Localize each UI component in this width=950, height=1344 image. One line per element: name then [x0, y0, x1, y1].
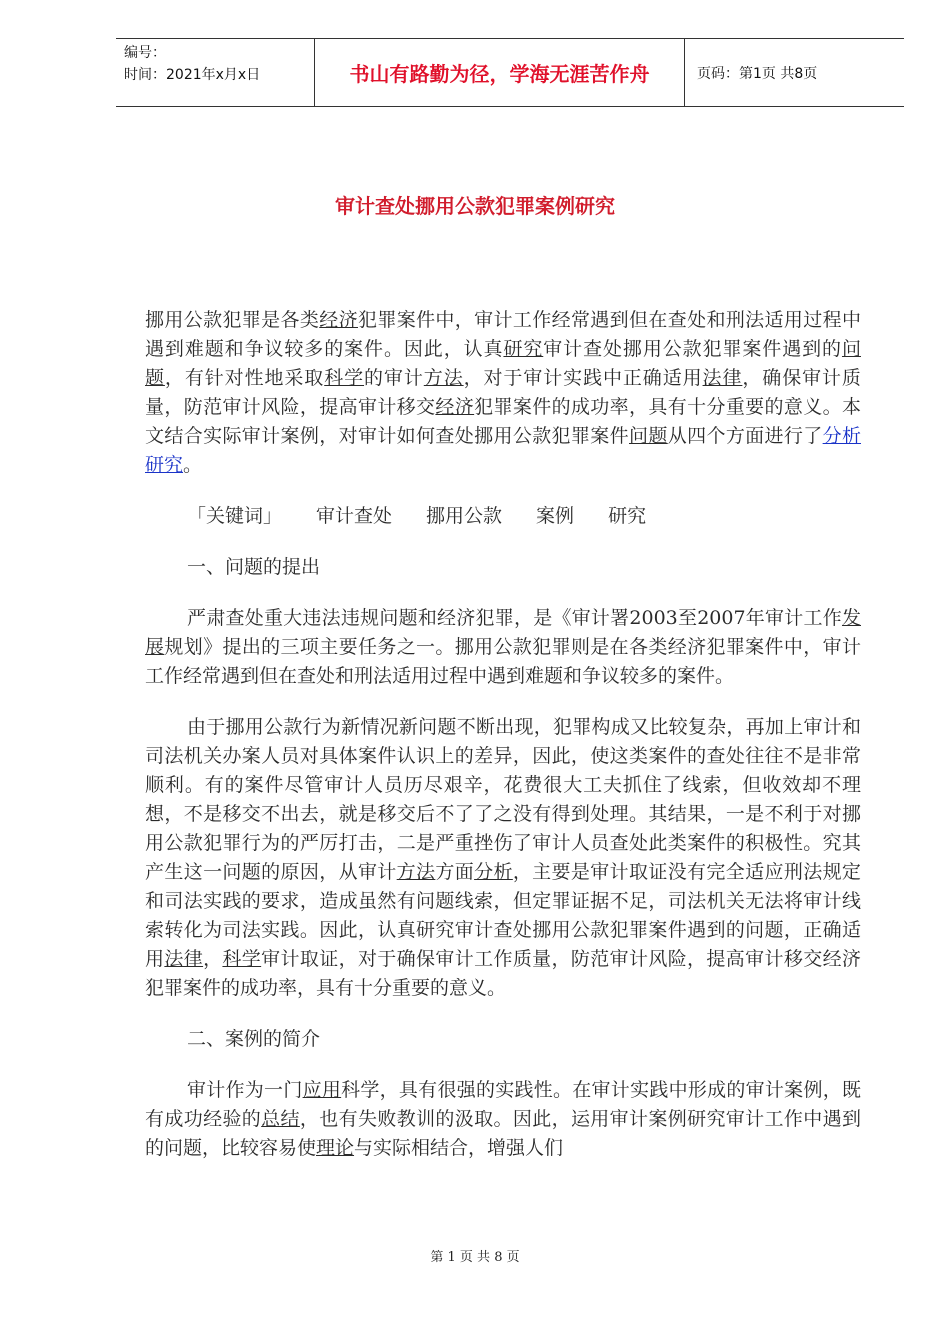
underlined-term: 分析 [474, 861, 513, 883]
keyword: 案例 [536, 505, 575, 527]
analysis-research-link[interactable]: 分析研究 [145, 425, 861, 476]
underlined-term: 应用 [302, 1079, 342, 1101]
section-heading: 二、案例的简介 [187, 1028, 321, 1050]
document-title: 审计查处挪用公款犯罪案例研究 [335, 194, 615, 218]
document-body [145, 306, 861, 1185]
abstract-paragraph: 挪用公款犯罪是各类经济犯罪案件中，审计工作经常遇到但在查处和刑法适用过程中遇到难题和争议较多的案件。因此，认真研究审计查处挪用公款犯罪案件遇到的问题，有针对性地采取科学的审计方法，对于审计实践中正确适用法律，确保审计质量，防范审计风险，提高审计移交经济犯罪案件的成功率，具有十分重要的意义。本文结合实际审计案例，对审计如何查处挪用公款犯罪案件问题从四个方面进行了分析研究。 [145, 309, 861, 476]
underlined-term: 法律 [702, 367, 743, 389]
underlined-term: 科学 [222, 948, 262, 970]
body-paragraph: 严肃查处重大违法违规问题和经济犯罪，是《审计署2003至2007年审计工作发展规划》提出的三项主要任务之一。挪用公款犯罪则是在各类经济犯罪案件中，审计工作经常遇到但在查处和刑法适用过程中遇到难题和争议较多的案件。 [145, 607, 861, 687]
keyword: 研究 [608, 505, 647, 527]
header-meta [116, 39, 315, 106]
underlined-term: 法律 [164, 948, 204, 970]
keywords-row [145, 502, 861, 531]
underlined-term: 科学 [324, 367, 365, 389]
body-paragraph: 由于挪用公款行为新情况新问题不断出现，犯罪构成又比较复杂，再加上审计和司法机关办案人员对具体案件认识上的差异，因此，使这类案件的查处往往不是非常顺利。有的案件尽管审计人员历尽艰辛，花费很大工夫抓住了线索，但收效却不理想，不是移交不出去，就是移交后不了了之没有得到处理。其结果，一是不利于对挪用公款犯罪行为的严厉打击，二是严重挫伤了审计人员查处此类案件的积极性。究其产生这一问题的原因，从审计方法方面分析，主要是审计取证没有完全适应刑法规定和司法实践的要求，造成虽然有问题线索，但定罪证据不足，司法机关无法将审计线索转化为司法实践。因此，认真研究审计查处挪用公款犯罪案件遇到的问题，正确适用法律，科学审计取证，对于确保审计工作质量，防范审计风险，提高审计移交经济犯罪案件的成功率，具有十分重要的意义。 [145, 716, 861, 999]
body-paragraph: 审计作为一门应用科学，具有很强的实践性。在审计实践中形成的审计案例，既有成功经验的总结，也有失败教训的汲取。因此，运用审计案例研究审计工作中遇到的问题，比较容易使理论与实际相结合，增强人们 [145, 1079, 861, 1159]
keywords-label: 「关键词」 [187, 505, 283, 527]
time-label: 时间：2021年x月x日 [124, 67, 261, 83]
page-header [116, 38, 904, 107]
underlined-term: 总结 [261, 1108, 300, 1130]
underlined-term: 经济 [319, 309, 358, 331]
keyword: 审计查处 [316, 505, 393, 527]
underlined-term: 方法 [423, 367, 464, 389]
underlined-term: 发展 [145, 607, 861, 658]
underlined-term: 研究 [503, 338, 544, 360]
underlined-term: 经济 [435, 396, 475, 418]
page-footer: 第 1 页 共 8 页 [430, 1250, 520, 1265]
section-heading: 一、问题的提出 [187, 556, 321, 578]
underlined-term: 问题 [145, 338, 861, 389]
keyword: 挪用公款 [426, 505, 503, 527]
underlined-term: 理论 [316, 1137, 355, 1159]
underlined-term: 方法 [396, 861, 436, 883]
number-label: 编号： [124, 45, 166, 61]
header-page-info: 页码：第1页 共8页 [697, 65, 818, 82]
underlined-term: 问题 [629, 425, 668, 447]
header-motto: 书山有路勤为径，学海无涯苦作舟 [315, 39, 685, 106]
